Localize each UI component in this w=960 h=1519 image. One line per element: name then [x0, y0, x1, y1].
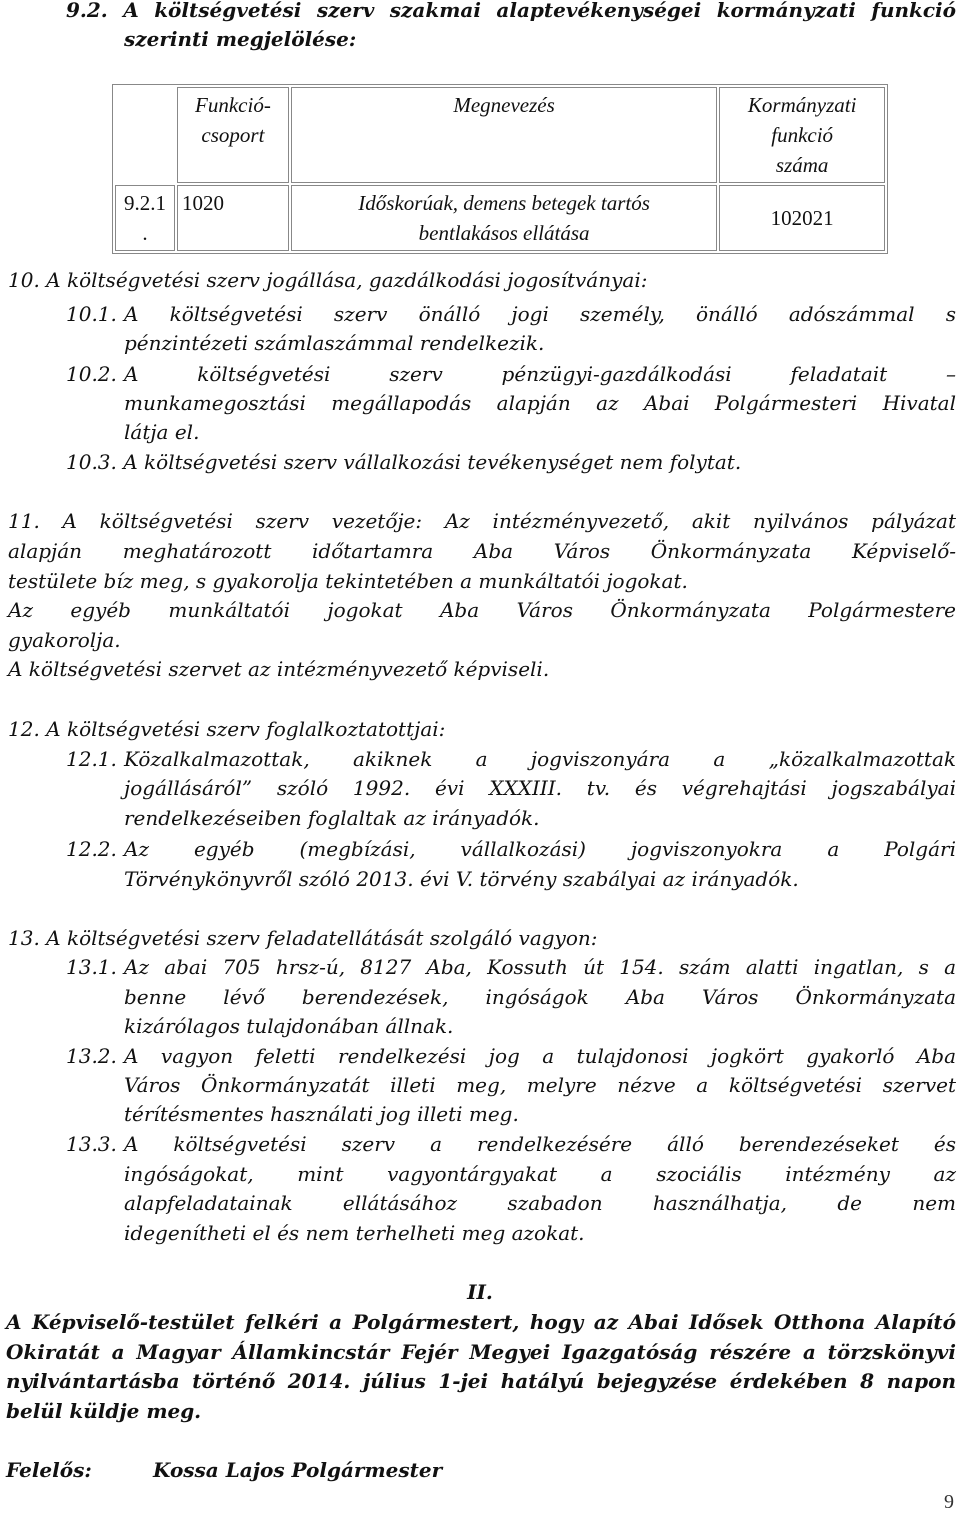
part-2-line1: A Képviselő-testület felkéri a Polgármestert, hogy az Abai Idősek Otthona Alapító: [6, 1310, 956, 1334]
section-13-2-line2: Város Önkormányzatát illeti meg, melyre nézve a költségvetési szervet: [124, 1073, 956, 1097]
section-13-1-number: 13.1.: [66, 955, 117, 979]
header-function-code: Kormányzati funkció száma: [719, 87, 885, 183]
section-13-3-line3: alapfeladatainak ellátásához szabadon használhatja, de nem: [124, 1191, 956, 1215]
section-13-1-line3: kizárólagos tulajdonában állnak.: [124, 1014, 454, 1038]
table-row: [115, 185, 885, 251]
part-2-line2: Okiratát a Magyar Államkincstár Fejér Megyei Igazgatóság részére a törzskönyvi: [6, 1340, 956, 1364]
section-13-2-line3: térítésmentes használati jog illeti meg.: [124, 1102, 519, 1126]
section-13-2-number: 13.2.: [66, 1044, 117, 1068]
section-9-2-line1: 9.2. A költségvetési szerv szakmai alaptevékenységei kormányzati funkció: [66, 0, 956, 22]
section-11-line4: Az egyéb munkáltatói jogokat Aba Város Önkormányzata Polgármestere: [8, 598, 956, 622]
section-10-2-number: 10.2.: [66, 362, 117, 386]
section-12-1-line2: jogállásáról” szóló 1992. évi XXXIII. tv. és végrehajtási jogszabályai: [124, 776, 956, 800]
section-13-1-line2: benne lévő berendezések, ingóságok Aba Város Önkormányzata: [124, 985, 956, 1009]
section-13-3-line4: idegenítheti el és nem terhelheti meg azokat.: [124, 1221, 585, 1245]
part-2-heading: II.: [467, 1280, 493, 1304]
section-9-2-line2: szerinti megjelölése:: [124, 27, 357, 51]
responsible-name: Kossa Lajos Polgármester: [153, 1458, 443, 1482]
table-header-row: [115, 87, 885, 183]
responsible-label: Felelős:: [6, 1458, 92, 1482]
section-13-title: 13. A költségvetési szerv feladatellátását szolgáló vagyon:: [8, 926, 598, 950]
part-2-line4: belül küldje meg.: [6, 1399, 202, 1423]
section-10-3: 10.3. A költségvetési szerv vállalkozási tevékenységet nem folytat.: [66, 450, 742, 474]
section-12-1-number: 12.1.: [66, 747, 117, 771]
section-10-2-line1: A költségvetési szerv pénzügyi-gazdálkodási feladatait –: [124, 362, 956, 386]
row-name: Időskorúak, demens betegek tartós bentlakásos ellátása: [291, 185, 718, 251]
function-table: [112, 84, 888, 254]
section-13-3-number: 13.3.: [66, 1132, 117, 1156]
section-12-title: 12. A költségvetési szerv foglalkoztatottjai:: [8, 717, 446, 741]
section-10-2-line3: látja el.: [124, 420, 200, 444]
header-function-group: Funkció- csoport: [177, 87, 289, 183]
section-11-line3: testülete bíz meg, s gyakorolja tekintetében a munkáltatói jogokat.: [8, 569, 688, 593]
row-number: 9.2.1 .: [115, 185, 175, 251]
section-11-line2: alapján meghatározott időtartamra Aba Város Önkormányzata Képviselő-: [8, 539, 956, 563]
section-12-2-line2: Törvénykönyvről szóló 2013. évi V. törvény szabályai az irányadók.: [124, 867, 799, 891]
section-10-1-line2: pénzintézeti számlaszámmal rendelkezik.: [124, 331, 545, 355]
row-function-group: 1020: [177, 185, 289, 251]
page-number: 9: [944, 1491, 954, 1513]
header-name: Megnevezés: [291, 87, 718, 183]
section-13-2-line1: A vagyon feletti rendelkezési jog a tulajdonosi jogkört gyakorló Aba: [124, 1044, 956, 1068]
section-10-1-number: 10.1.: [66, 302, 117, 326]
section-10-title: 10. A költségvetési szerv jogállása, gazdálkodási jogosítványai:: [8, 268, 648, 292]
part-2-line3: nyilvántartásba történő 2014. július 1-jei hatályú bejegyzése érdekében 8 napon: [6, 1369, 956, 1393]
section-12-2-number: 12.2.: [66, 837, 117, 861]
section-11-line5: gyakorolja.: [8, 628, 121, 652]
section-13-3-line1: A költségvetési szerv a rendelkezésére álló berendezéseket és: [124, 1132, 956, 1156]
section-13-3-line2: ingóságokat, mint vagyontárgyakat a szociális intézmény az: [124, 1162, 956, 1186]
section-10-2-line2: munkamegosztási megállapodás alapján az Abai Polgármesteri Hivatal: [124, 391, 956, 415]
section-12-1-line1: Közalkalmazottak, akiknek a jogviszonyára a „közalkalmazottak: [124, 747, 956, 771]
row-function-code: 102021: [719, 185, 885, 251]
section-11-line1: 11. A költségvetési szerv vezetője: Az intézményvezető, akit nyilvános pályázat: [8, 509, 956, 533]
section-12-2-line1: Az egyéb (megbízási, vállalkozási) jogviszonyokra a Polgári: [124, 837, 956, 861]
section-13-1-line1: Az abai 705 hrsz-ú, 8127 Aba, Kossuth út 154. szám alatti ingatlan, s a: [124, 955, 956, 979]
section-12-1-line3: rendelkezéseiben foglaltak az irányadók.: [124, 806, 540, 830]
section-10-1-line1: A költségvetési szerv önálló jogi személy, önálló adószámmal s: [124, 302, 956, 326]
section-11-line6: A költségvetési szervet az intézményvezető képviseli.: [8, 657, 550, 681]
